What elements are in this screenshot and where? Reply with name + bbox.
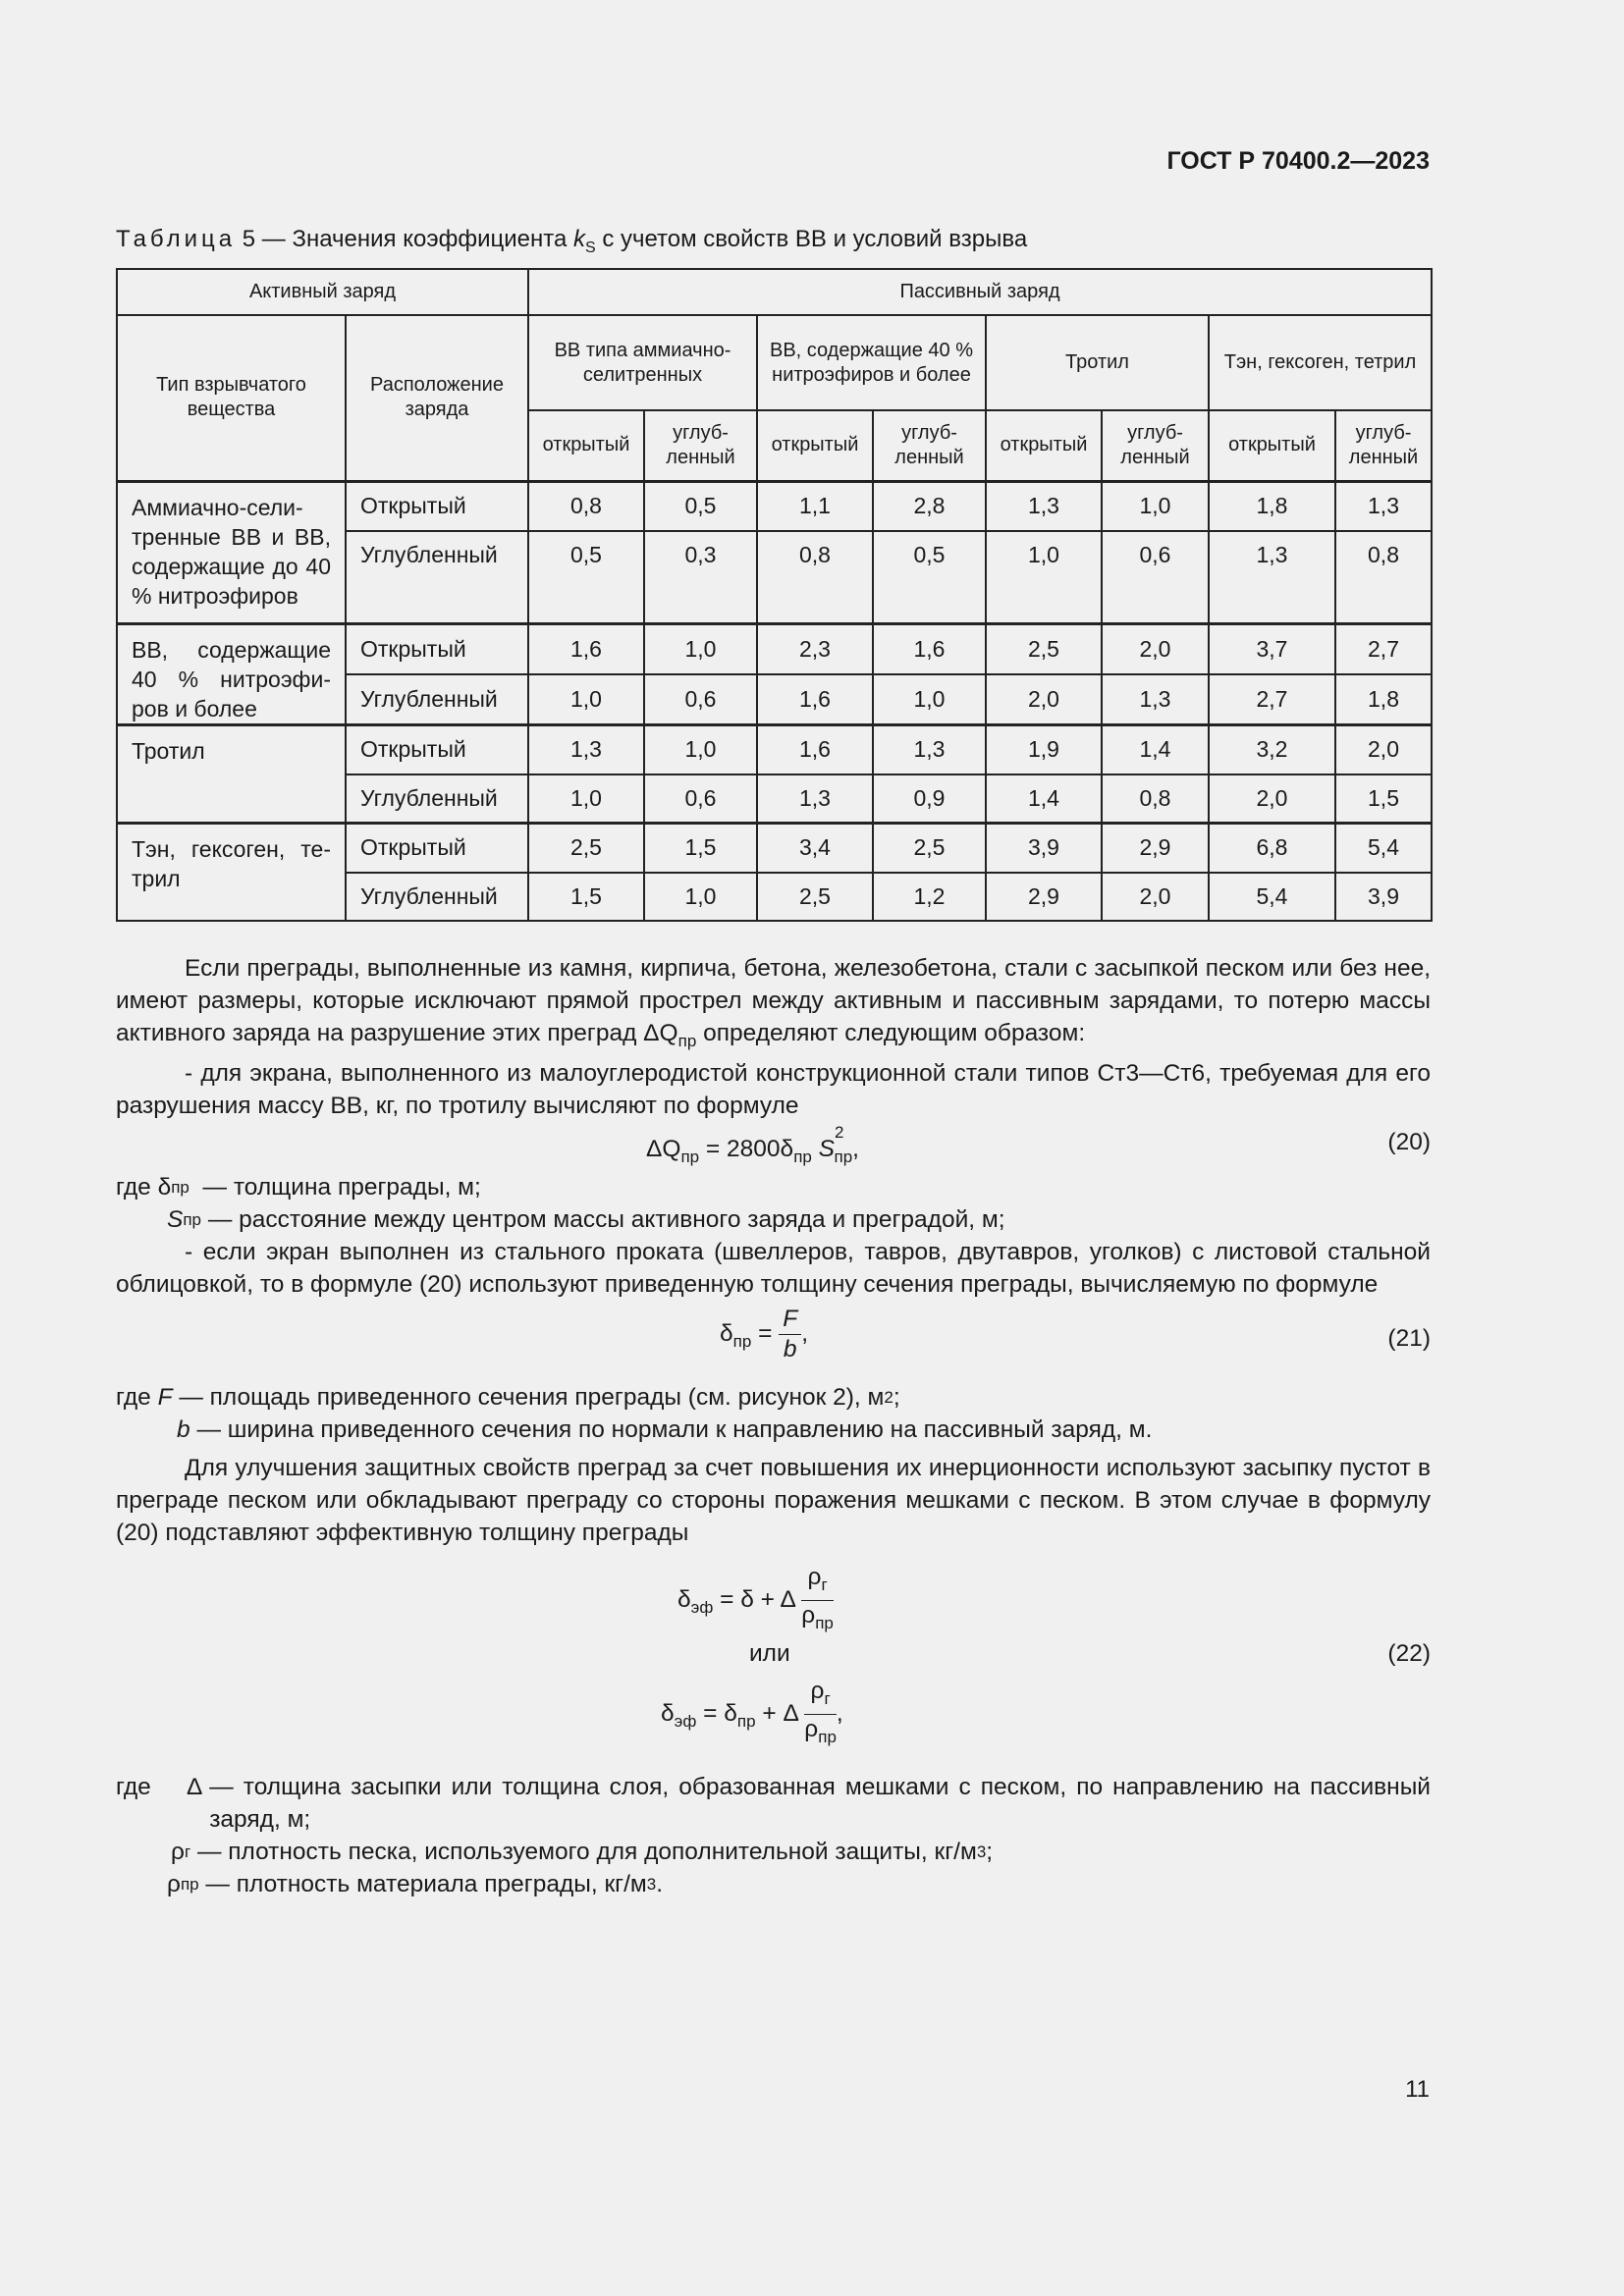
cell-value: 1,0 — [986, 531, 1102, 623]
cell-value: 1,4 — [1102, 724, 1209, 774]
cell-value: 2,0 — [1102, 873, 1209, 921]
legend-item: ρ г — плотность песка, используемого для дополнительной защиты, кг/м 3 ; — [171, 1838, 994, 1865]
table-row — [117, 481, 1432, 531]
legend-item: где δ пр — толщина преграды, м; — [116, 1173, 481, 1201]
table-row — [117, 623, 1432, 674]
table-caption: Таблица 5 — Значения коэффициента $k_S$ с учетом свойств ВВ и условий взрыва — [116, 226, 1028, 256]
group-header: Тротил — [986, 315, 1209, 410]
cell-value: 1,1 — [757, 481, 873, 531]
row-location: Углубленный — [346, 674, 528, 725]
row-explosive-type: ВВ, содержащие 40 % нитроэфи-ров и более — [117, 623, 346, 724]
cell-value: 2,3 — [757, 623, 873, 674]
cell-value: 3,2 — [1209, 724, 1335, 774]
cell-value: 1,8 — [1209, 481, 1335, 531]
cell-value: 1,0 — [1102, 481, 1209, 531]
cell-value: 6,8 — [1209, 823, 1335, 873]
cell-value: 0,5 — [873, 531, 986, 623]
cell-value: 2,8 — [873, 481, 986, 531]
legend-item: S пр — расстояние между центром массы активного заряда и преградой, м; — [167, 1205, 1005, 1233]
cell-value: 1,3 — [1102, 674, 1209, 725]
cell-value: 3,7 — [1209, 623, 1335, 674]
cell-value: 3,4 — [757, 823, 873, 873]
group-header: ВВ, содержащие 40 % нитроэфиров и более — [757, 315, 986, 410]
sub-header-open: открытый — [986, 410, 1102, 481]
cell-value: 0,5 — [528, 531, 644, 623]
formula-number: (22) — [1387, 1639, 1431, 1667]
formula-22: $\delta_{эф} = \delta + \Delta$ $\frac{\rho_г}{\rho_{пр}}$ или (22) $\delta_{эф} = \delta_{пр} + \Delta$ $\frac{\rho_г}{\rho_{пр}}$ , — [661, 1563, 1431, 1746]
row-location: Открытый — [346, 481, 528, 531]
cell-value: 2,0 — [1102, 623, 1209, 674]
paragraph-2: - для экрана, выполненного из малоуглеродистой конструкционной стали типов Ст3—Ст6, требуемая для его разрушения массу ВВ, кг, по тротилу вычисляют по формуле — [116, 1059, 1431, 1119]
cell-value: 1,3 — [528, 724, 644, 774]
legend-item: где Δ — толщина засыпки или толщина слоя, образованная мешками с песком, по направлению на пассивный заряд, м; — [116, 1773, 1431, 1833]
cell-value: 5,4 — [1209, 873, 1335, 921]
paragraph-3: - если экран выполнен из стального проката (швеллеров, тавров, двутавров, уголков) с листовой стальной облицовкой, то в формуле (20) используют приведенную толщину сечения преграды, вычисляемую по формуле — [116, 1238, 1431, 1298]
cell-value: 0,5 — [644, 481, 757, 531]
row-location: Открытый — [346, 724, 528, 774]
document-header: ГОСТ Р 70400.2—2023 — [1166, 147, 1430, 175]
cell-value: 1,9 — [986, 724, 1102, 774]
sub-header-open: открытый — [528, 410, 644, 481]
cell-value: 0,8 — [528, 481, 644, 531]
cell-value: 2,0 — [1209, 774, 1335, 823]
cell-value: 1,6 — [757, 674, 873, 725]
paragraph-4: Для улучшения защитных свойств преград за счет повышения их инерционности используют засыпку пустот в преграде песком или обкладывают преграду со стороны поражения мешками с песком. В этом случае в формулу (20) подставляют эффективную толщину преграды — [116, 1454, 1431, 1546]
cell-value: 2,5 — [757, 873, 873, 921]
row-location: Углубленный — [346, 774, 528, 823]
col-charge-location: Расположение заряда — [346, 315, 528, 481]
row-location: Углубленный — [346, 873, 528, 921]
row-explosive-type: Тротил — [117, 724, 346, 823]
cell-value: 0,8 — [1335, 531, 1432, 623]
cell-value: 1,0 — [528, 674, 644, 725]
table-row — [117, 823, 1432, 873]
cell-value: 2,5 — [528, 823, 644, 873]
cell-value: 1,5 — [644, 823, 757, 873]
sub-header-open: открытый — [1209, 410, 1335, 481]
cell-value: 1,3 — [1335, 481, 1432, 531]
cell-value: 2,0 — [1335, 724, 1432, 774]
cell-value: 0,8 — [1102, 774, 1209, 823]
coefficient-table — [116, 268, 1433, 922]
row-explosive-type: Аммиачно-сели-тренные ВВ и ВВ, содержащие до 40 % нитроэфиров — [117, 481, 346, 623]
cell-value: 1,0 — [644, 724, 757, 774]
cell-value: 0,6 — [1102, 531, 1209, 623]
cell-value: 1,3 — [1209, 531, 1335, 623]
row-location: Углубленный — [346, 531, 528, 623]
page-number: 11 — [1405, 2076, 1430, 2103]
sub-header-deep: углуб-ленный — [873, 410, 986, 481]
cell-value: 1,0 — [644, 623, 757, 674]
cell-value: 1,6 — [528, 623, 644, 674]
legend-item: где F — площадь приведенного сечения преграды (см. рисунок 2), м 2 ; — [116, 1383, 900, 1411]
cell-value: 2,9 — [986, 873, 1102, 921]
sub-header-open: открытый — [757, 410, 873, 481]
passive-charge-header: Пассивный заряд — [528, 269, 1432, 315]
cell-value: 1,8 — [1335, 674, 1432, 725]
cell-value: 2,5 — [986, 623, 1102, 674]
cell-value: 3,9 — [986, 823, 1102, 873]
cell-value: 2,7 — [1209, 674, 1335, 725]
formula-number: (21) — [1387, 1324, 1431, 1352]
cell-value: 1,3 — [757, 774, 873, 823]
row-location: Открытый — [346, 823, 528, 873]
group-header: ВВ типа аммиачно-селитренных — [528, 315, 757, 410]
cell-value: 0,3 — [644, 531, 757, 623]
legend-item: b — ширина приведенного сечения по нормали к направлению на пассивный заряд, м. — [177, 1415, 1153, 1443]
table-row — [117, 724, 1432, 774]
legend-item: ρ пр — плотность материала преграды, кг/м 3 . — [167, 1870, 664, 1897]
formula-20: $\Delta Q_{пр} = 2800\delta_{пр}$ $S^2_{пр}$, (20) — [646, 1122, 1431, 1166]
cell-value: 1,0 — [644, 873, 757, 921]
cell-value: 1,3 — [873, 724, 986, 774]
cell-value: 1,4 — [986, 774, 1102, 823]
active-charge-header: Активный заряд — [117, 269, 528, 315]
col-explosive-type: Тип взрывчатого вещества — [117, 315, 346, 481]
formula-21: $\delta_{пр}$ = $\frac{F}{b}$ , (21) — [720, 1305, 1431, 1362]
cell-value: 0,6 — [644, 674, 757, 725]
sub-header-deep: углуб-ленный — [1102, 410, 1209, 481]
cell-value: 1,2 — [873, 873, 986, 921]
cell-value: 1,6 — [873, 623, 986, 674]
group-header: Тэн, гексоген, тетрил — [1209, 315, 1432, 410]
cell-value: 2,7 — [1335, 623, 1432, 674]
cell-value: 0,8 — [757, 531, 873, 623]
cell-value: 2,0 — [986, 674, 1102, 725]
sub-header-deep: углуб-ленный — [644, 410, 757, 481]
cell-value: 2,9 — [1102, 823, 1209, 873]
sub-header-deep: углуб-ленный — [1335, 410, 1432, 481]
cell-value: 1,6 — [757, 724, 873, 774]
cell-value: 0,6 — [644, 774, 757, 823]
cell-value: 3,9 — [1335, 873, 1432, 921]
cell-value: 1,5 — [1335, 774, 1432, 823]
paragraph-1: Если преграды, выполненные из камня, кирпича, бетона, железобетона, стали с засыпкой песком или без нее, имеют размеры, которые исключают прямой прострел между активным и пассивным зарядами, то потерю массы активного заряда на разрушение этих преград $\Delta Q_{пр}$ определяют следующим образом: — [116, 955, 1431, 1050]
cell-value: 1,0 — [528, 774, 644, 823]
body-text — [116, 952, 1431, 1900]
cell-value: 5,4 — [1335, 823, 1432, 873]
cell-value: 2,5 — [873, 823, 986, 873]
cell-value: 1,5 — [528, 873, 644, 921]
row-explosive-type: Тэн, гексоген, те-трил — [117, 823, 346, 921]
formula-number: (20) — [1387, 1128, 1431, 1155]
cell-value: 1,0 — [873, 674, 986, 725]
row-location: Открытый — [346, 623, 528, 674]
cell-value: 1,3 — [986, 481, 1102, 531]
cell-value: 0,9 — [873, 774, 986, 823]
